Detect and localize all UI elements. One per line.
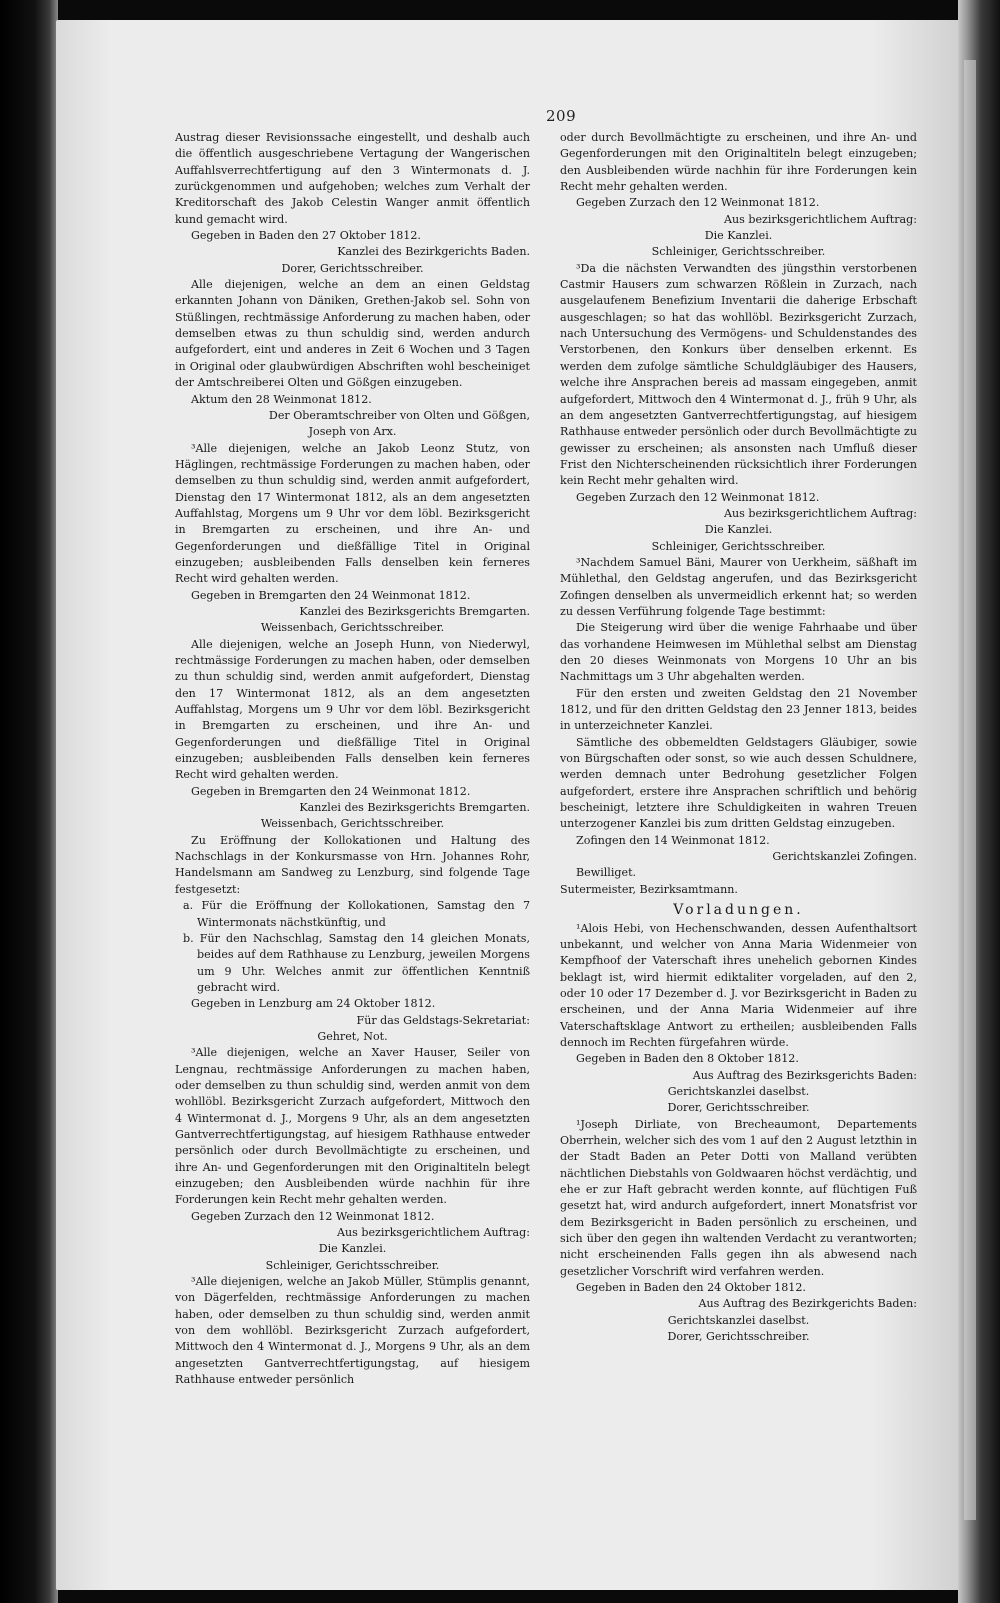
notice-line: Schleiniger, Gerichtsschreiber.: [651, 245, 826, 259]
left-column: [175, 130, 530, 1388]
notice-line: Gegeben in Baden den 27 Oktober 1812.: [191, 229, 421, 243]
notice-line: ¹Alois Hebi, von Hechenschwanden, dessen Aufenthaltsort unbekannt, und welcher von Anna Maria Widenmeier von Kempfhoof der Vaterschaft ihres unehelich gebornen Kindes beklagt ist, wird hiermit ediktaliter vorgeladen, auf den 2, oder 10 oder 17 Dezember d. J. vor Bezirksgericht in Baden zu erscheinen, und der Anna Maria Widenmeier auf ihre Vaterschaftsklage Antwort zu ertheilen; ausbleibenden Falls dennoch im Rechten fürgefahren würde.: [560, 921, 917, 1049]
notice-line: Aktum den 28 Weinmonat 1812.: [191, 392, 372, 406]
notice-line: a. Für die Eröffnung der Kollokationen, Samstag den 7 Wintermonats nächstkünftig, und: [183, 899, 530, 929]
notice-line: Gerichtskanzlei Zofingen.: [772, 850, 917, 864]
notice-line: Aus bezirksgerichtlichem Auftrag:: [723, 212, 917, 226]
notice-line: Kanzlei des Bezirkgerichts Baden.: [337, 245, 530, 259]
notice-line: ¹Joseph Dirliate, von Brecheaumont, Departements Oberrhein, welcher sich des vom 1 auf den 2 August letzthin in der Stadt Baden an Peter Dotti von Malland verübten nächtlichen Diebstahls von Goldwaaren höchst verdächtig, und ehe er zur Haft gebracht werden konnte, auf flüchtigen Fuß gesetzt hat, wird andurch aufgefordert, innert Monatsfrist vor dem Bezirksgericht in Baden persönlich zu erscheinen, und sich über den gegen ihn waltenden Verdacht zu verantworten; nicht erscheinenden Falls gegen ihn als abwesend nach gesetzlicher Vorschrift wird verfahren werden.: [560, 1117, 917, 1278]
notice-line: Aus Auftrag des Bezirkgerichts Baden:: [698, 1297, 917, 1311]
page-edge-strip: [964, 60, 976, 1520]
notice-line: b. Für den Nachschlag, Samstag den 14 gleichen Monats, beides auf dem Rathhause zu Lenzburg, jeweilen Morgens um 9 Uhr. Welches anmit zur öffentlichen Kenntniß gebracht wird.: [183, 931, 530, 994]
notice-line: Schleiniger, Gerichtsschreiber.: [265, 1258, 440, 1272]
notice-line: Aus Auftrag des Bezirksgerichts Baden:: [692, 1068, 917, 1082]
notice-line: Gegeben Zurzach den 12 Weinmonat 1812.: [576, 490, 820, 504]
notice-line: Gerichtskanzlei daselbst.: [667, 1084, 810, 1098]
notice-line: Gehret, Not.: [317, 1029, 388, 1043]
notice-line: Die Kanzlei.: [704, 229, 773, 243]
notice-line: Gegeben in Bremgarten den 24 Weinmonat 1812.: [191, 588, 471, 602]
notice-line: Sämtliche des obbemeldten Geldstagers Gläubiger, sowie von Bürgschaften oder sonst, so wie auch dessen Schuldnere, werden demnach unter Bedrohung gesetzlicher Folgen aufgefordert, erstere ihre Ansprachen schriftlich und behörig bescheinigt, letztere ihre Schuldigkeiten in wahren Treuen unterzogener Kanzlei bis zum dritten Geldstag einzugeben.: [560, 735, 917, 831]
notice-line: Aus bezirksgerichtlichem Auftrag:: [723, 506, 917, 520]
notice-line: ³Da die nächsten Verwandten des jüngsthin verstorbenen Castmir Hausers zum schwarzen Rößlein in Zurzach, nach ausgelaufenem Benefizium Inventarii die daherige Erbschaft ausgeschlagen; so hat das wohllöbl. Bezirksgericht Zurzach, nach Untersuchung des Vermögens- und Schuldenstandes des Verstorbenen, den Konkurs über denselben erkennt. Es werden dem zufolge sämtliche Schuldgläubiger des Hausers, welche ihre Ansprachen bereis ad massam eingegeben, anmit aufgefordert, Mittwoch den 4 Wintermonat d. J., früh 9 Uhr, als an dem angesetzten Gantverrechtfertigungstag, auf hiesigem Rathhause entweder persönlich oder durch Bevollmächtigte zu gewisser zu erscheinen; als ansonsten nach Umfluß dieser Frist den Nichterscheinenden rücksichtlich ihrer Forderungen kein Recht mehr gehalten wird.: [560, 261, 917, 488]
notice-line: Alle diejenigen, welche an dem an einen Geldstag erkannten Johann von Däniken, Grethen-Jakob sel. Sohn von Stüßlingen, rechtmässige Anforderung zu machen haben, oder demselben etwas zu thun schuldig sind, werden andurch aufgefordert, eint und anderes in Zeit 6 Wochen und 3 Tagen in Original oder glaubwürdigen Abschriften wohl bescheiniget der Amtschreiberei Olten und Gößgen einzugeben.: [175, 278, 530, 390]
notice-line: Der Oberamtschreiber von Olten und Gößgen,: [268, 408, 530, 422]
notice-line: Die Steigerung wird über die wenige Fahrhaabe und über das vorhandene Heimwesen im Mühlethal selbst am Dienstag den 20 dieses Weinmonats von Morgens 10 Uhr an bis Nachmittags um 3 Uhr abgehalten werden.: [560, 621, 917, 684]
notice-line: Dorer, Gerichtsschreiber.: [667, 1330, 810, 1344]
notice-line: Für den ersten und zweiten Geldstag den 21 November 1812, und für den dritten Geldstag den 23 Jenner 1813, beides in unterzeichneter Kanzlei.: [560, 686, 917, 733]
notice-line: Bewilliget.: [576, 866, 637, 880]
notice-line: Schleiniger, Gerichtsschreiber.: [651, 539, 826, 553]
notice-line: Sutermeister, Bezirksamtmann.: [560, 882, 738, 896]
notice-line: oder durch Bevollmächtigte zu erscheinen, und ihre An- und Gegenforderungen mit den Originaltiteln belegt einzugeben; den Ausbleibenden würde nachhin für ihre Forderungen kein Recht mehr gehalten werden.: [560, 131, 917, 194]
notice-line: Gegeben Zurzach den 12 Weinmonat 1812.: [576, 196, 820, 210]
notice-line: Austrag dieser Revisionssache eingestellt, und deshalb auch die öffentlich ausgeschriebene Vertagung der Wangerischen Auffahlsverrechtfertigung auf den 3 Wintermonats d. J. zurückgenommen und aufgehoben; welches zum Verhalt der Kreditorschaft des Jakob Celestin Wanger anmit öffentlich kund gemacht wird.: [175, 131, 530, 226]
notice-line: Joseph von Arx.: [308, 425, 397, 439]
notice-line: Die Kanzlei.: [704, 523, 773, 537]
notice-line: Aus bezirksgerichtlichem Auftrag:: [336, 1226, 530, 1240]
scan-right-border: [958, 0, 1000, 1603]
notice-line: Alle diejenigen, welche an Joseph Hunn, von Niederwyl, rechtmässige Forderungen zu machen haben, oder demselben zu thun schuldig sind, werden anmit aufgefordert, Dienstag den 17 Wintermonat 1812, als an dem angesetzten Auffahlstag, Morgens um 9 Uhr vor dem löbl. Bezirksgericht in Bremgarten zu erscheinen, und ihre An- und Gegenforderungen und dießfällige Titel in Original einzugeben; ausbleibenden Falls denselben kein ferneres Recht wird gehalten werden.: [175, 637, 530, 782]
notice-line: Vorladungen.: [673, 902, 804, 919]
notice-line: Weissenbach, Gerichtsschreiber.: [260, 621, 445, 635]
page-number: 209: [546, 107, 577, 125]
notice-line: ³Alle diejenigen, welche an Jakob Leonz Stutz, von Häglingen, rechtmässige Forderungen zu machen haben, oder demselben zu thun schuldig sind, werden anmit aufgefordert, Dienstag den 17 Wintermonat 1812, als an dem angesetzten Auffahlstag, Morgens um 9 Uhr vor dem löbl. Bezirksgericht in Bremgarten zu erscheinen, und ihre An- und Gegenforderungen und dießfällige Titel in Original einzugeben; ausbleibenden Falls denselben kein ferneres Recht wird gehalten werden.: [175, 441, 530, 586]
notice-line: Für das Geldstags-Sekretariat:: [356, 1013, 530, 1027]
notice-line: ³Alle diejenigen, welche an Xaver Hauser, Seiler von Lengnau, rechtmässige Anforderungen zu machen haben, oder demselben zu thun schuldig sind, werden anmit von dem wohllöbl. Bezirksgericht Zurzach aufgefordert, Mittwoch den 4 Wintermonat d. J., Morgens 9 Uhr, als an dem angesetzten Gantverrechtfertigungstag, auf hiesigem Rathhause entweder persönlich oder durch Bevollmächtigte zu erscheinen, und ihre An- und Gegenforderungen mit den Originaltiteln belegt einzugeben; den Ausbleibenden würde nachhin für ihre Forderungen kein Recht mehr gehalten werden.: [175, 1046, 530, 1207]
notice-line: ³Nachdem Samuel Bäni, Maurer von Uerkheim, säßhaft im Mühlethal, den Geldstag angerufen, und das Bezirksgericht Zofingen denselben als unvermeidlich erkennt hat; so werden zu dessen Verführung folgende Tage bestimmt:: [560, 555, 917, 618]
notice-line: Zu Eröffnung der Kollokationen und Haltung des Nachschlags in der Konkursmasse von Hrn. Johannes Rohr, Handelsmann am Sandweg zu Lenzburg, sind folgende Tage festgesetzt:: [175, 833, 530, 896]
notice-line: Dorer, Gerichtsschreiber.: [281, 261, 424, 275]
notice-line: Gerichtskanzlei daselbst.: [667, 1313, 810, 1327]
notice-line: Gegeben in Bremgarten den 24 Weinmonat 1812.: [191, 784, 471, 798]
right-column: [560, 130, 917, 1345]
notice-line: Gegeben in Baden den 24 Oktober 1812.: [576, 1281, 806, 1295]
notice-line: Die Kanzlei.: [318, 1242, 387, 1256]
notice-line: Zofingen den 14 Weinmonat 1812.: [576, 833, 770, 847]
notice-line: Kanzlei des Bezirksgerichts Bremgarten.: [299, 801, 530, 815]
notice-line: Gegeben in Lenzburg am 24 Oktober 1812.: [191, 997, 436, 1011]
notice-line: Gegeben in Baden den 8 Oktober 1812.: [576, 1052, 799, 1066]
notice-line: Kanzlei des Bezirksgerichts Bremgarten.: [299, 604, 530, 618]
scan-left-border: [0, 0, 58, 1603]
notice-line: Gegeben Zurzach den 12 Weinmonat 1812.: [191, 1209, 435, 1223]
notice-line: ³Alle diejenigen, welche an Jakob Müller, Stümplis genannt, von Dägerfelden, rechtmässige Anforderungen zu machen haben, oder demselben zu thun schuldig sind, werden anmit von dem wohllöbl. Bezirksgericht Zurzach aufgefordert, Mittwoch den 4 Wintermonat d. J., Morgens 9 Uhr, als an dem angesetzten Gantverrechtfertigungstag, auf hiesigem Rathhause entweder persönlich: [175, 1275, 530, 1387]
notice-line: Dorer, Gerichtsschreiber.: [667, 1101, 810, 1115]
notice-line: Weissenbach, Gerichtsschreiber.: [260, 817, 445, 831]
